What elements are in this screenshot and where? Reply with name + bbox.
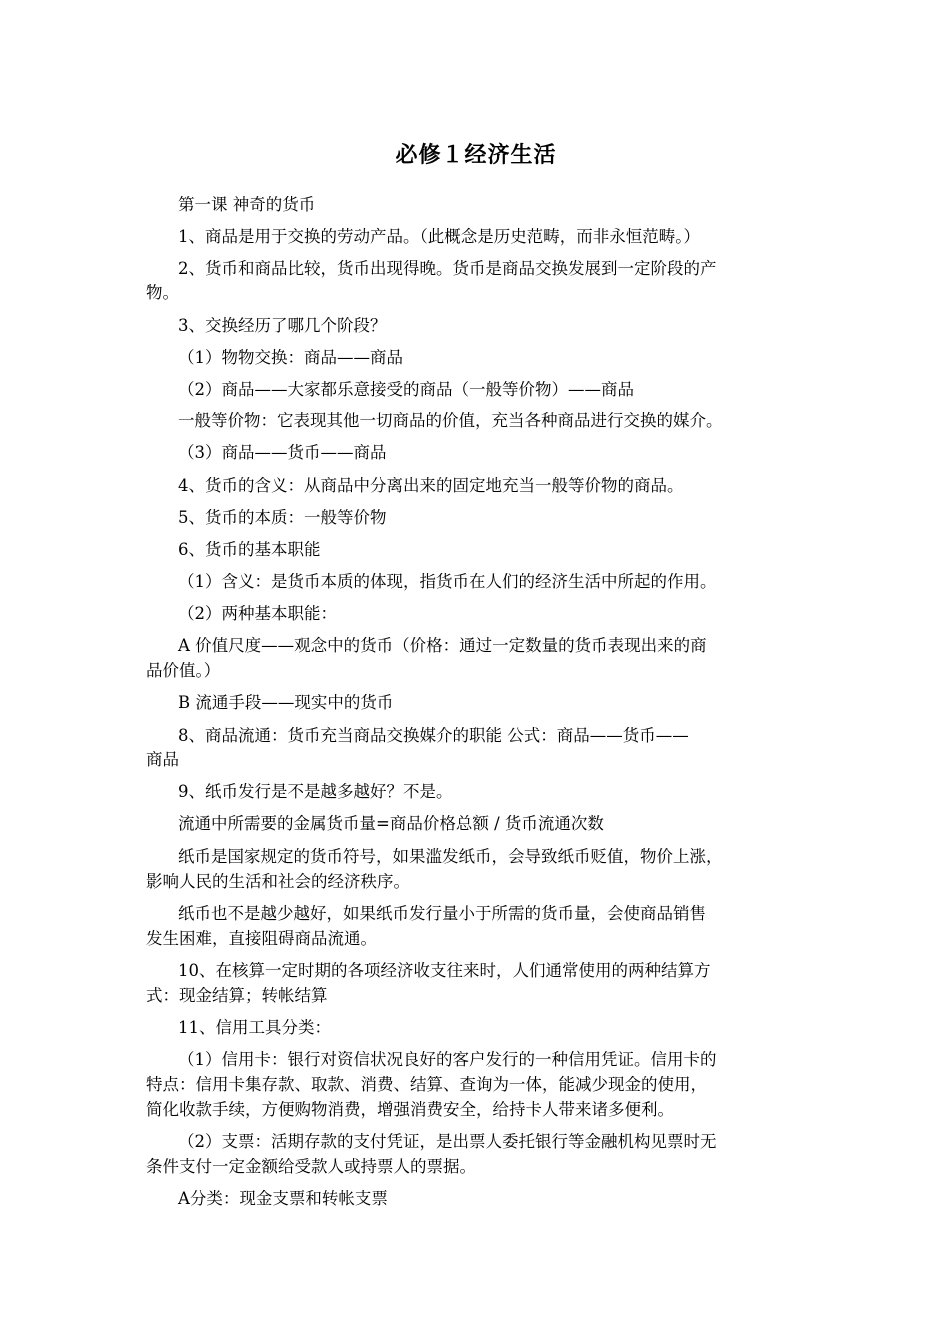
paragraph-line: （3）商品——货币——商品 xyxy=(178,443,387,462)
paragraph-line: 品价值。） xyxy=(146,661,221,680)
paragraph-line: A分类：现金支票和转帐支票 xyxy=(178,1189,388,1208)
paragraph-line: 1、商品是用于交换的劳动产品。（此概念是历史范畴，而非永恒范畴。） xyxy=(178,227,700,246)
paragraph-line: A 价值尺度——观念中的货币（价格：通过一定数量的货币表现出来的商 xyxy=(178,636,707,655)
paragraph-line: 商品 xyxy=(146,750,179,769)
paragraph-line: 一般等价物：它表现其他一切商品的价值，充当各种商品进行交换的媒介。 xyxy=(178,411,723,430)
paragraph-line: B 流通手段——现实中的货币 xyxy=(178,693,394,712)
paragraph-line: （2）两种基本职能： xyxy=(178,604,337,623)
paragraph-line: （1）信用卡：银行对资信状况良好的客户发行的一种信用凭证。信用卡的 xyxy=(178,1050,717,1069)
paragraph-line: 8、商品流通：货币充当商品交换媒介的职能 公式：商品——货币—— xyxy=(178,726,689,745)
formula-line: 流通中所需要的金属货币量=商品价格总额 / 货币流通次数 xyxy=(178,814,604,833)
document-title: 必修１经济生活 xyxy=(395,142,557,168)
paragraph-line: 5、货币的本质：一般等价物 xyxy=(178,508,387,527)
paragraph-line: 11、信用工具分类： xyxy=(178,1018,331,1037)
paragraph-line: 纸币是国家规定的货币符号，如果滥发纸币，会导致纸币贬值，物价上涨， xyxy=(178,847,723,866)
paragraph-line: 10、在核算一定时期的各项经济收支往来时，人们通常使用的两种结算方 xyxy=(178,961,711,980)
lesson-heading: 第一课 神奇的货币 xyxy=(178,195,316,214)
paragraph-line: 式：现金结算；转帐结算 xyxy=(146,986,328,1005)
paragraph-line: 3、交换经历了哪几个阶段？ xyxy=(178,316,387,335)
paragraph-line: （1）物物交换：商品——商品 xyxy=(178,348,403,367)
paragraph-line: 条件支付一定金额给受款人或持票人的票据。 xyxy=(146,1157,476,1176)
paragraph-line: 2、货币和商品比较，货币出现得晚。货币是商品交换发展到一定阶段的产 xyxy=(178,259,717,278)
paragraph-line: 特点：信用卡集存款、取款、消费、结算、查询为一体，能减少现金的使用， xyxy=(146,1075,707,1094)
paragraph-line: 影响人民的生活和社会的经济秩序。 xyxy=(146,872,410,891)
paragraph-line: 6、货币的基本职能 xyxy=(178,540,321,559)
paragraph-line: 发生困难，直接阻碍商品流通。 xyxy=(146,929,377,948)
paragraph-line: （2）支票：活期存款的支付凭证，是出票人委托银行等金融机构见票时无 xyxy=(178,1132,717,1151)
paragraph-line: （2）商品——大家都乐意接受的商品（一般等价物）——商品 xyxy=(178,380,634,399)
paragraph-line: （1）含义：是货币本质的体现，指货币在人们的经济生活中所起的作用。 xyxy=(178,572,717,591)
paragraph-line: 简化收款手续，方便购物消费，增强消费安全，给持卡人带来诸多便利。 xyxy=(146,1100,674,1119)
paragraph-line: 4、货币的含义：从商品中分离出来的固定地充当一般等价物的商品。 xyxy=(178,476,684,495)
paragraph-line: 物。 xyxy=(146,283,179,302)
paragraph-line: 9、纸币发行是不是越多越好？不是。 xyxy=(178,782,453,801)
paragraph-line: 纸币也不是越少越好，如果纸币发行量小于所需的货币量，会使商品销售 xyxy=(178,904,706,923)
